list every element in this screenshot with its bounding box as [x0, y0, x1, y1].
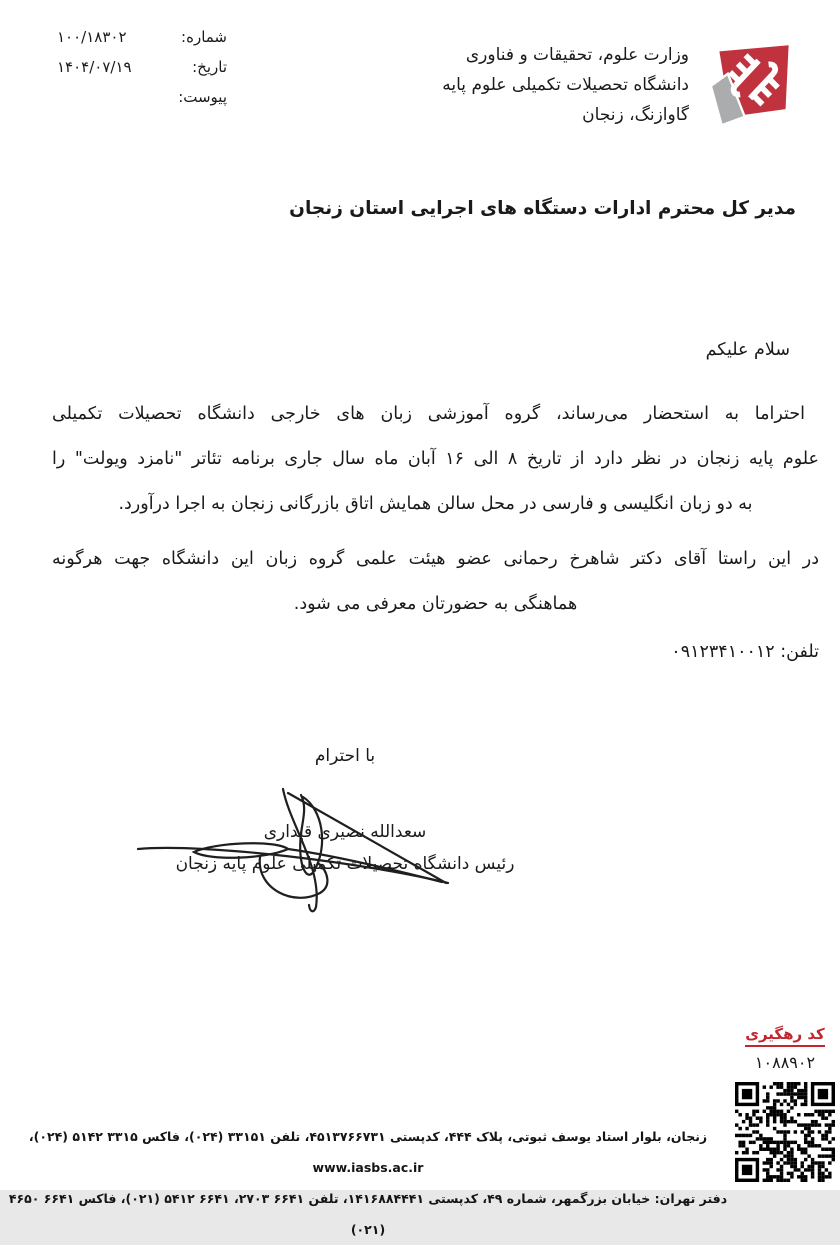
iasbs-logo — [704, 33, 804, 139]
qr-code — [735, 1082, 835, 1182]
para1-line3: به دو زبان انگلیسی و فارسی در محل سالن همایش اتاق بازرگانی زنجان به اجرا درآورد. — [118, 494, 753, 514]
attachment-label: پیوست: — [178, 88, 227, 106]
org-name-lines — [442, 40, 689, 130]
org-line-location: گاوازنگ، زنجان — [582, 105, 689, 125]
addressee-line: مدیر کل محترم ادارات دستگاه های اجرایی استان زنجان — [289, 198, 796, 219]
greeting-line: سلام علیکم — [705, 340, 790, 360]
meta-row-date — [57, 58, 227, 88]
signatory-name: سعدالله نصیری قیداری — [263, 822, 427, 842]
tracking-block — [736, 1024, 834, 1072]
phone-line: تلفن: ۰۹۱۲۳۴۱۰۰۱۲ — [671, 642, 819, 662]
meta-row-number — [57, 28, 227, 58]
date-value: ۱۴۰۴/۰۷/۱۹ — [57, 58, 132, 76]
body-paragraph-1 — [52, 392, 819, 527]
footer-address-zanjan: زنجان، بلوار استاد یوسف ثبوتی، پلاک ۴۴۴، کدپستی ۴۵۱۳۷۶۶۷۳۱، تلفن ۳۳۱۵۱ (۰۲۴)، فاکس ۳۳۱۵ ۵۱۴۲ (۰۲۴)، www.iasbs.ac.ir — [28, 1129, 708, 1175]
tracking-label: کد رهگیری — [745, 1025, 825, 1047]
org-line-university: دانشگاه تحصیلات تکمیلی علوم پایه — [442, 75, 689, 95]
meta-row-attachment — [57, 88, 227, 118]
signatory-title: رئیس دانشگاه تحصیلات تکمیلی علوم پایه زنجان — [175, 854, 515, 874]
tracking-code: ۱۰۸۸۹۰۲ — [754, 1053, 816, 1072]
para1-line1: احتراما به استحضار می‌رساند، گروه آموزشی زبان های خارجی دانشگاه تحصیلات تکمیلی — [52, 404, 805, 424]
number-value: ۱۰۰/۱۸۳۰۲ — [57, 28, 127, 46]
body-paragraph-2 — [52, 537, 819, 627]
para2-line1: در این راستا آقای دکتر شاهرخ رحمانی عضو هیئت علمی گروه زبان این دانشگاه جهت هرگونه — [52, 549, 819, 569]
org-line-ministry: وزارت علوم، تحقیقات و فناوری — [465, 45, 689, 65]
footer-block — [8, 1121, 728, 1245]
para1-line2: علوم پایه زنجان در نظر دارد از تاریخ ۸ الی ۱۶ آبان ماه سال جاری برنامه تئاتر "نامزد ویولت" را — [52, 449, 820, 469]
footer-address-tehran: دفتر تهران: خیابان بزرگمهر، شماره ۴۹، کدپستی ۱۴۱۶۸۸۴۴۴۱، تلفن ۶۶۴۱ ۲۷۰۳، ۶۶۴۱ ۵۴۱۲ (۰۲۱)، فاکس ۶۶۴۱ ۴۶۵۰ (۰۲۱) — [8, 1191, 728, 1237]
closing-respect: با احترام — [314, 746, 376, 766]
signature-scribble — [126, 775, 461, 915]
letterhead-org-block — [442, 33, 804, 139]
letterhead-meta-block — [57, 28, 227, 118]
number-label: شماره: — [181, 28, 227, 46]
date-label: تاریخ: — [192, 58, 227, 76]
para2-line2: هماهنگی به حضورتان معرفی می شود. — [293, 594, 578, 614]
